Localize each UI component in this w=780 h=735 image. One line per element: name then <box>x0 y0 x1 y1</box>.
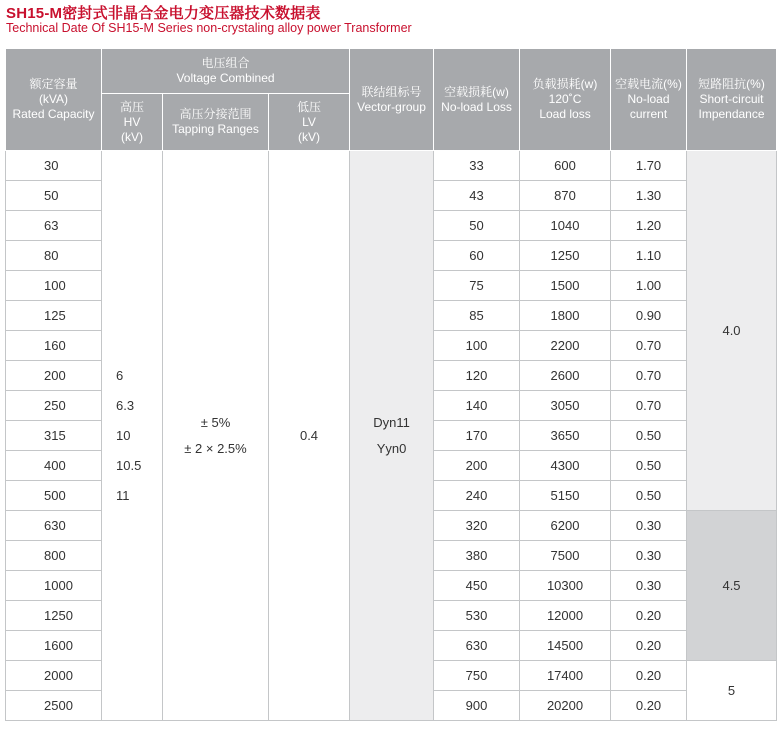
noload-loss-cell: 43 <box>434 181 520 211</box>
load-loss-cell: 7500 <box>520 541 611 571</box>
capacity-cell: 30 <box>6 151 102 181</box>
load-loss-cell: 17400 <box>520 661 611 691</box>
load-loss-cell: 5150 <box>520 481 611 511</box>
noload-current-cell: 1.70 <box>611 151 687 181</box>
load-loss-cell: 10300 <box>520 571 611 601</box>
noload-loss-cell: 750 <box>434 661 520 691</box>
header-capacity: 额定容量 (kVA) Rated Capacity <box>6 49 102 151</box>
noload-loss-cell: 200 <box>434 451 520 481</box>
capacity-cell: 63 <box>6 211 102 241</box>
spec-table <box>5 48 777 721</box>
page-title: SH15-M密封式非晶合金电力变压器技术数据表 <box>6 5 321 22</box>
load-loss-cell: 2600 <box>520 361 611 391</box>
load-loss-cell: 1250 <box>520 241 611 271</box>
capacity-cell: 1000 <box>6 571 102 601</box>
noload-current-cell: 0.50 <box>611 421 687 451</box>
noload-current-cell: 1.00 <box>611 271 687 301</box>
noload-loss-cell: 380 <box>434 541 520 571</box>
capacity-cell: 630 <box>6 511 102 541</box>
load-loss-cell: 4300 <box>520 451 611 481</box>
load-loss-cell: 3050 <box>520 391 611 421</box>
load-loss-cell: 1040 <box>520 211 611 241</box>
noload-loss-cell: 140 <box>434 391 520 421</box>
capacity-cell: 800 <box>6 541 102 571</box>
noload-current-cell: 1.30 <box>611 181 687 211</box>
noload-current-cell: 0.30 <box>611 571 687 601</box>
noload-loss-cell: 100 <box>434 331 520 361</box>
noload-loss-cell: 240 <box>434 481 520 511</box>
header-noload-loss: 空载损耗(w) No-load Loss <box>434 49 520 151</box>
hv-values-cell: 6 6.3 10 10.5 11 <box>102 151 163 721</box>
noload-loss-cell: 75 <box>434 271 520 301</box>
page-subtitle: Technical Date Of SH15-M Series non-crystaling alloy power Transformer <box>6 21 412 35</box>
header-tapping: 高压分接范围 Tapping Ranges <box>163 94 269 151</box>
noload-current-cell: 0.20 <box>611 691 687 721</box>
noload-loss-cell: 120 <box>434 361 520 391</box>
capacity-cell: 100 <box>6 271 102 301</box>
load-loss-cell: 20200 <box>520 691 611 721</box>
impedance-cell: 4.5 <box>687 511 777 661</box>
vector-group-cell: Dyn11 Yyn0 <box>350 151 434 721</box>
capacity-cell: 500 <box>6 481 102 511</box>
header-load-loss: 负载损耗(w) 120˚C Load loss <box>520 49 611 151</box>
noload-loss-cell: 900 <box>434 691 520 721</box>
noload-current-cell: 0.70 <box>611 391 687 421</box>
noload-loss-cell: 630 <box>434 631 520 661</box>
capacity-cell: 400 <box>6 451 102 481</box>
noload-current-cell: 0.70 <box>611 331 687 361</box>
capacity-cell: 2000 <box>6 661 102 691</box>
header-voltage-combined: 电压组合 Voltage Combined <box>102 49 350 94</box>
load-loss-cell: 600 <box>520 151 611 181</box>
load-loss-cell: 870 <box>520 181 611 211</box>
capacity-cell: 1250 <box>6 601 102 631</box>
capacity-cell: 2500 <box>6 691 102 721</box>
load-loss-cell: 12000 <box>520 601 611 631</box>
tapping-values-cell: ± 5% ± 2 × 2.5% <box>163 151 269 721</box>
noload-current-cell: 0.90 <box>611 301 687 331</box>
load-loss-cell: 2200 <box>520 331 611 361</box>
capacity-cell: 80 <box>6 241 102 271</box>
impedance-cell: 5 <box>687 661 777 721</box>
header-impedance: 短路阻抗(%) Short-circuit Impendance <box>687 49 777 151</box>
load-loss-cell: 1500 <box>520 271 611 301</box>
noload-current-cell: 0.70 <box>611 361 687 391</box>
header-vector-group: 联结组标号 Vector-group <box>350 49 434 151</box>
noload-current-cell: 1.20 <box>611 211 687 241</box>
load-loss-cell: 6200 <box>520 511 611 541</box>
noload-loss-cell: 170 <box>434 421 520 451</box>
header-noload-current: 空载电流(%) No-load current <box>611 49 687 151</box>
header-lv: 低压 LV (kV) <box>269 94 350 151</box>
noload-loss-cell: 320 <box>434 511 520 541</box>
capacity-cell: 125 <box>6 301 102 331</box>
noload-current-cell: 0.20 <box>611 631 687 661</box>
noload-current-cell: 1.10 <box>611 241 687 271</box>
noload-loss-cell: 450 <box>434 571 520 601</box>
noload-current-cell: 0.50 <box>611 451 687 481</box>
capacity-cell: 315 <box>6 421 102 451</box>
noload-current-cell: 0.30 <box>611 511 687 541</box>
impedance-cell: 4.0 <box>687 151 777 511</box>
lv-value-cell: 0.4 <box>269 151 350 721</box>
noload-current-cell: 0.20 <box>611 661 687 691</box>
noload-current-cell: 0.30 <box>611 541 687 571</box>
load-loss-cell: 1800 <box>520 301 611 331</box>
load-loss-cell: 14500 <box>520 631 611 661</box>
load-loss-cell: 3650 <box>520 421 611 451</box>
capacity-cell: 160 <box>6 331 102 361</box>
noload-loss-cell: 530 <box>434 601 520 631</box>
noload-loss-cell: 50 <box>434 211 520 241</box>
noload-loss-cell: 60 <box>434 241 520 271</box>
noload-current-cell: 0.20 <box>611 601 687 631</box>
capacity-cell: 250 <box>6 391 102 421</box>
capacity-cell: 200 <box>6 361 102 391</box>
table-row <box>6 151 777 181</box>
noload-loss-cell: 85 <box>434 301 520 331</box>
capacity-cell: 50 <box>6 181 102 211</box>
capacity-cell: 1600 <box>6 631 102 661</box>
header-hv: 高压 HV (kV) <box>102 94 163 151</box>
noload-loss-cell: 33 <box>434 151 520 181</box>
noload-current-cell: 0.50 <box>611 481 687 511</box>
